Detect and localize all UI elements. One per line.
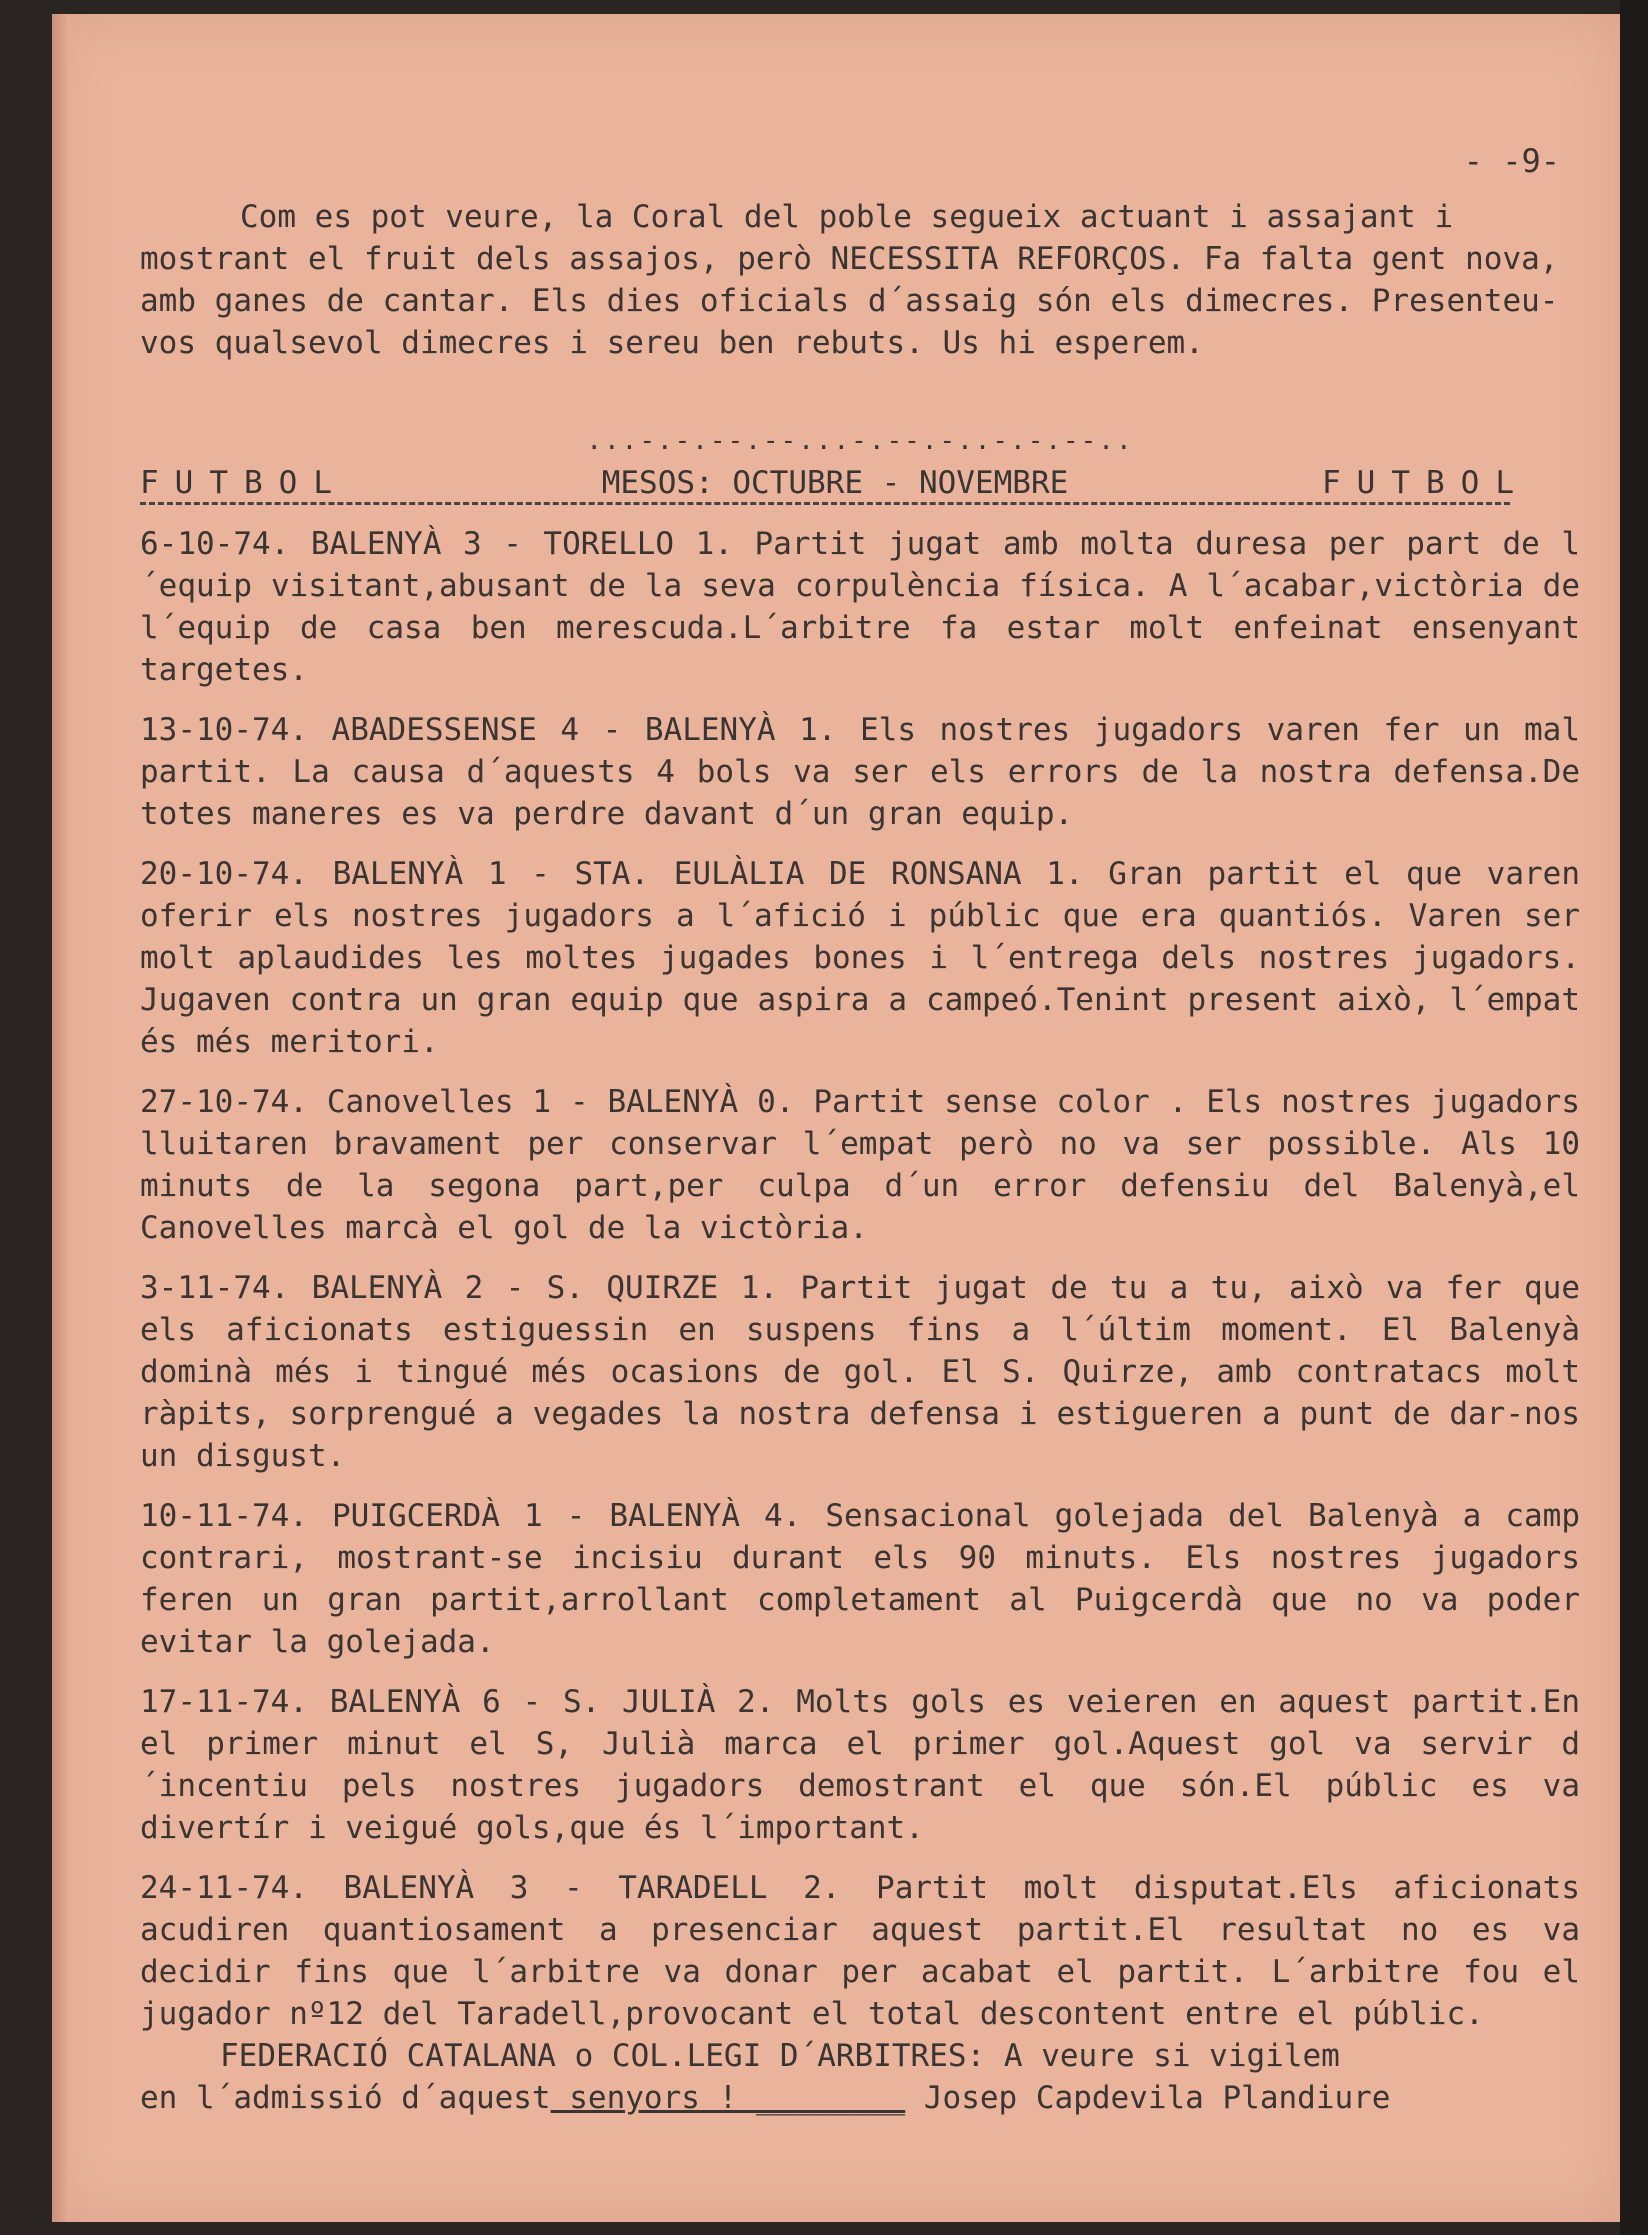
coral-paragraph: Com es pot veure, la Coral del poble segueix actuant i assajant i mostrant el fruit dels assajos, però NECESSITA REFORÇOS. Fa falta gent nova, amb ganes de cantar. Els dies oficials d´assaig són els dimecres. Presenteu-vos qualsevol dimecres i sereu ben rebuts. Us hi esperem. bbox=[140, 199, 1559, 361]
page-binding-shadow bbox=[52, 14, 70, 2222]
section-header-right: FUTBOL bbox=[1322, 465, 1530, 501]
federation-note-prefix: en l´admissió d´aquest bbox=[140, 2080, 551, 2116]
scan-edge bbox=[1620, 0, 1648, 2235]
section-header-left: FUTBOL bbox=[140, 465, 348, 501]
match-report: 3-11-74. BALENYÀ 2 - S. QUIRZE 1. Partit jugat de tu a tu, això va fer que els aficionats estiguessin en suspens fins a l´últim moment. El Balenyà dominà més i tingué més ocasions de gol. El S. Quirze, amb contratacs molt ràpits, sorprengué a vegades la nostra defensa i estigueren a punt de dar-nos un disgust. bbox=[140, 1270, 1580, 1474]
match-report: 13-10-74. ABADESSENSE 4 - BALENYÀ 1. Els nostres jugadors varen fer un mal partit. La causa d´aquests 4 bols va ser els errors de la nostra defensa.De totes maneres es va perdre davant d´un gran equip. bbox=[140, 712, 1580, 832]
match-report: 27-10-74. Canovelles 1 - BALENYÀ 0. Partit sense color . Els nostres jugadors lluitaren bravament per conservar l´empat però no va ser possible. Als 10 minuts de la segona part,per culpa d´un error defensiu del Balenyà,el Canovelles marcà el gol de la victòria. bbox=[140, 1084, 1580, 1246]
match-report: 20-10-74. BALENYÀ 1 - STA. EULÀLIA DE RONSANA 1. Gran partit el que varen oferir els nostres jugadors a l´afició i públic que era quantiós. Varen ser molt aplaudides les moltes jugades bones i l´entrega dels nostres jugadors. Jugaven contra un gran equip que aspira a campeó.Tenint present això, l´empat és més meritori. bbox=[140, 856, 1580, 1060]
author-signature: Josep Capdevila Plandiure bbox=[905, 2080, 1391, 2116]
section-header-months: MESOS: OCTUBRE - NOVEMBRE bbox=[601, 465, 1069, 501]
federation-note: FEDERACIÓ CATALANA o COL.LEGI D´ARBITRES: A veure si vigilem bbox=[220, 2038, 1340, 2074]
match-report: 6-10-74. BALENYÀ 3 - TORELLO 1. Partit jugat amb molta duresa per part de l´equip visitant,abusant de la seva corpulència física. A l´acabar,victòria de l´equip de casa ben merescuda.L´arbitre fa estar molt enfeinat ensenyant targetes. bbox=[140, 526, 1580, 688]
match-report: 24-11-74. BALENYÀ 3 - TARADELL 2. Partit molt disputat.Els aficionats acudiren quantiosament a presenciar aquest partit.El resultat no es va decidir fins que l´arbitre va donar per acabat el partit. L´arbitre fou el jugador nº12 del Taradell,provocant el total descontent entre el públic. bbox=[140, 1870, 1580, 2032]
match-report: 17-11-74. BALENYÀ 6 - S. JULIÀ 2. Molts gols es veieren en aquest partit.En el primer minut el S, Julià marca el primer gol.Aquest gol va servir d´incentiu pels nostres jugadors demostrant el que són.El públic es va divertír i veigué gols,que és l´important. bbox=[140, 1684, 1580, 1846]
section-header bbox=[140, 462, 1580, 504]
federation-note-underlined: senyors ! ________ bbox=[550, 2080, 906, 2116]
page-number: - -9- bbox=[1463, 142, 1560, 180]
page-content bbox=[140, 140, 1580, 2119]
decorative-separator: ...-.-.--.--...-.--.-..-.-.--.. bbox=[586, 426, 1134, 456]
match-report: 10-11-74. PUIGCERDÀ 1 - BALENYÀ 4. Sensacional golejada del Balenyà a camp contrari, mostrant-se incisiu durant els 90 minuts. Els nostres jugadors feren un gran partit,arrollant completament al Puigcerdà que no va poder evitar la golejada. bbox=[140, 1498, 1580, 1660]
federation-note-end bbox=[140, 2077, 1580, 2119]
